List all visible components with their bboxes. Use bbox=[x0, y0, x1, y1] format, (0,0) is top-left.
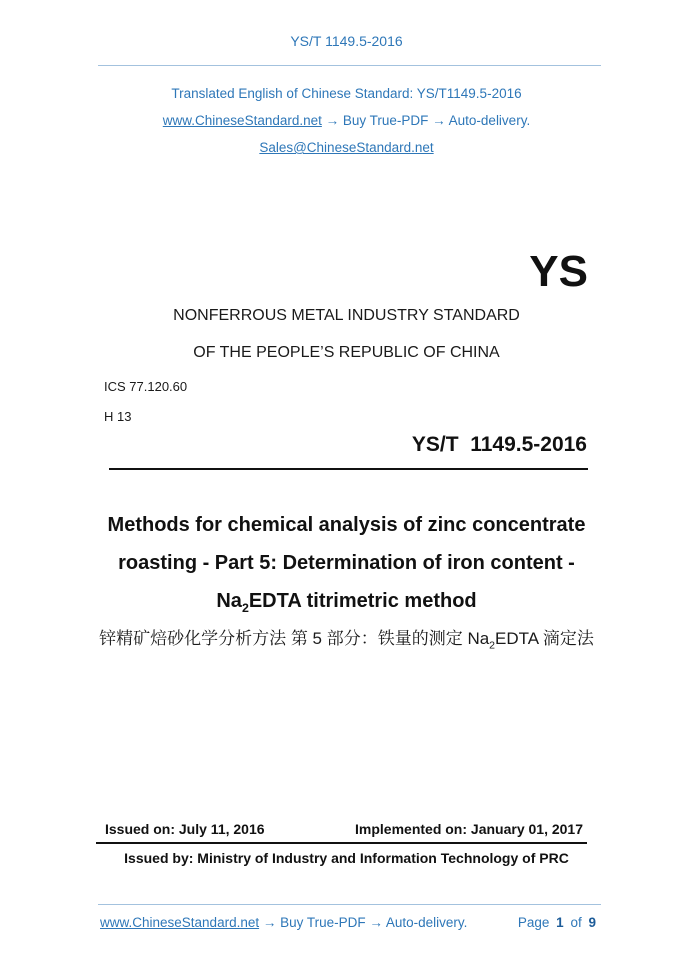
sales-email-link[interactable]: Sales@ChineseStandard.net bbox=[259, 140, 434, 155]
issued-by-line: Issued by: Ministry of Industry and Information Technology of PRC bbox=[124, 850, 569, 866]
classification-code: H 13 bbox=[104, 409, 132, 424]
header-sales-line bbox=[0, 140, 693, 155]
org-name-line1: NONFERROUS METAL INDUSTRY STANDARD bbox=[173, 307, 520, 324]
org-name-line2: OF THE PEOPLE’S REPUBLIC OF CHINA bbox=[193, 344, 500, 361]
header-doc-number: YS/T 1149.5-2016 bbox=[290, 33, 403, 49]
title-edta: EDTA titrimetric method bbox=[248, 590, 477, 612]
page-total: 9 bbox=[588, 915, 596, 930]
ics-code: ICS 77.120.60 bbox=[104, 379, 188, 394]
page-indicator bbox=[518, 915, 596, 930]
title-subscript: 2 bbox=[241, 601, 249, 615]
footer-row bbox=[100, 915, 596, 930]
title-cn-subscript: 2 bbox=[489, 639, 496, 652]
page-of-label: of bbox=[570, 915, 582, 930]
page-current: 1 bbox=[556, 915, 564, 930]
header-buy-line bbox=[0, 113, 693, 128]
standard-number: YS/T 1149.5-2016 bbox=[411, 433, 587, 456]
page-label: Page bbox=[517, 915, 550, 930]
standard-number-divider bbox=[109, 468, 588, 470]
title-line1: Methods for chemical analysis of zinc concentrate bbox=[107, 514, 586, 536]
translated-standard-line: Translated English of Chinese Standard: YS/T1149.5-2016 bbox=[171, 86, 522, 101]
title-line3 bbox=[0, 590, 693, 615]
title-line2: roasting - Part 5: Determination of iron content - bbox=[118, 552, 575, 574]
title-na: Na bbox=[216, 590, 242, 612]
title-chinese bbox=[0, 624, 693, 651]
ys-logo: YS bbox=[529, 247, 588, 296]
issue-dates-row bbox=[105, 821, 583, 837]
footer-buy-line bbox=[100, 915, 467, 930]
issue-divider bbox=[96, 842, 587, 844]
header-divider bbox=[98, 65, 601, 66]
title-cn-post: EDTA 滴定法 bbox=[495, 629, 594, 648]
buy-pdf-text: → Buy True-PDF → Auto-delivery. bbox=[321, 113, 531, 128]
issued-on-date: Issued on: July 11, 2016 bbox=[105, 821, 265, 837]
footer-divider bbox=[98, 904, 601, 905]
implemented-on-date: Implemented on: January 01, 2017 bbox=[355, 821, 583, 837]
footer-buy-text: → Buy True-PDF → Auto-delivery. bbox=[259, 915, 468, 930]
footer-website-link[interactable]: www.ChineseStandard.net bbox=[100, 915, 260, 930]
title-cn-pre: 锌精矿焙砂化学分析方法 第 5 部分：铁量的测定 Na bbox=[99, 629, 490, 648]
website-link[interactable]: www.ChineseStandard.net bbox=[162, 113, 322, 128]
